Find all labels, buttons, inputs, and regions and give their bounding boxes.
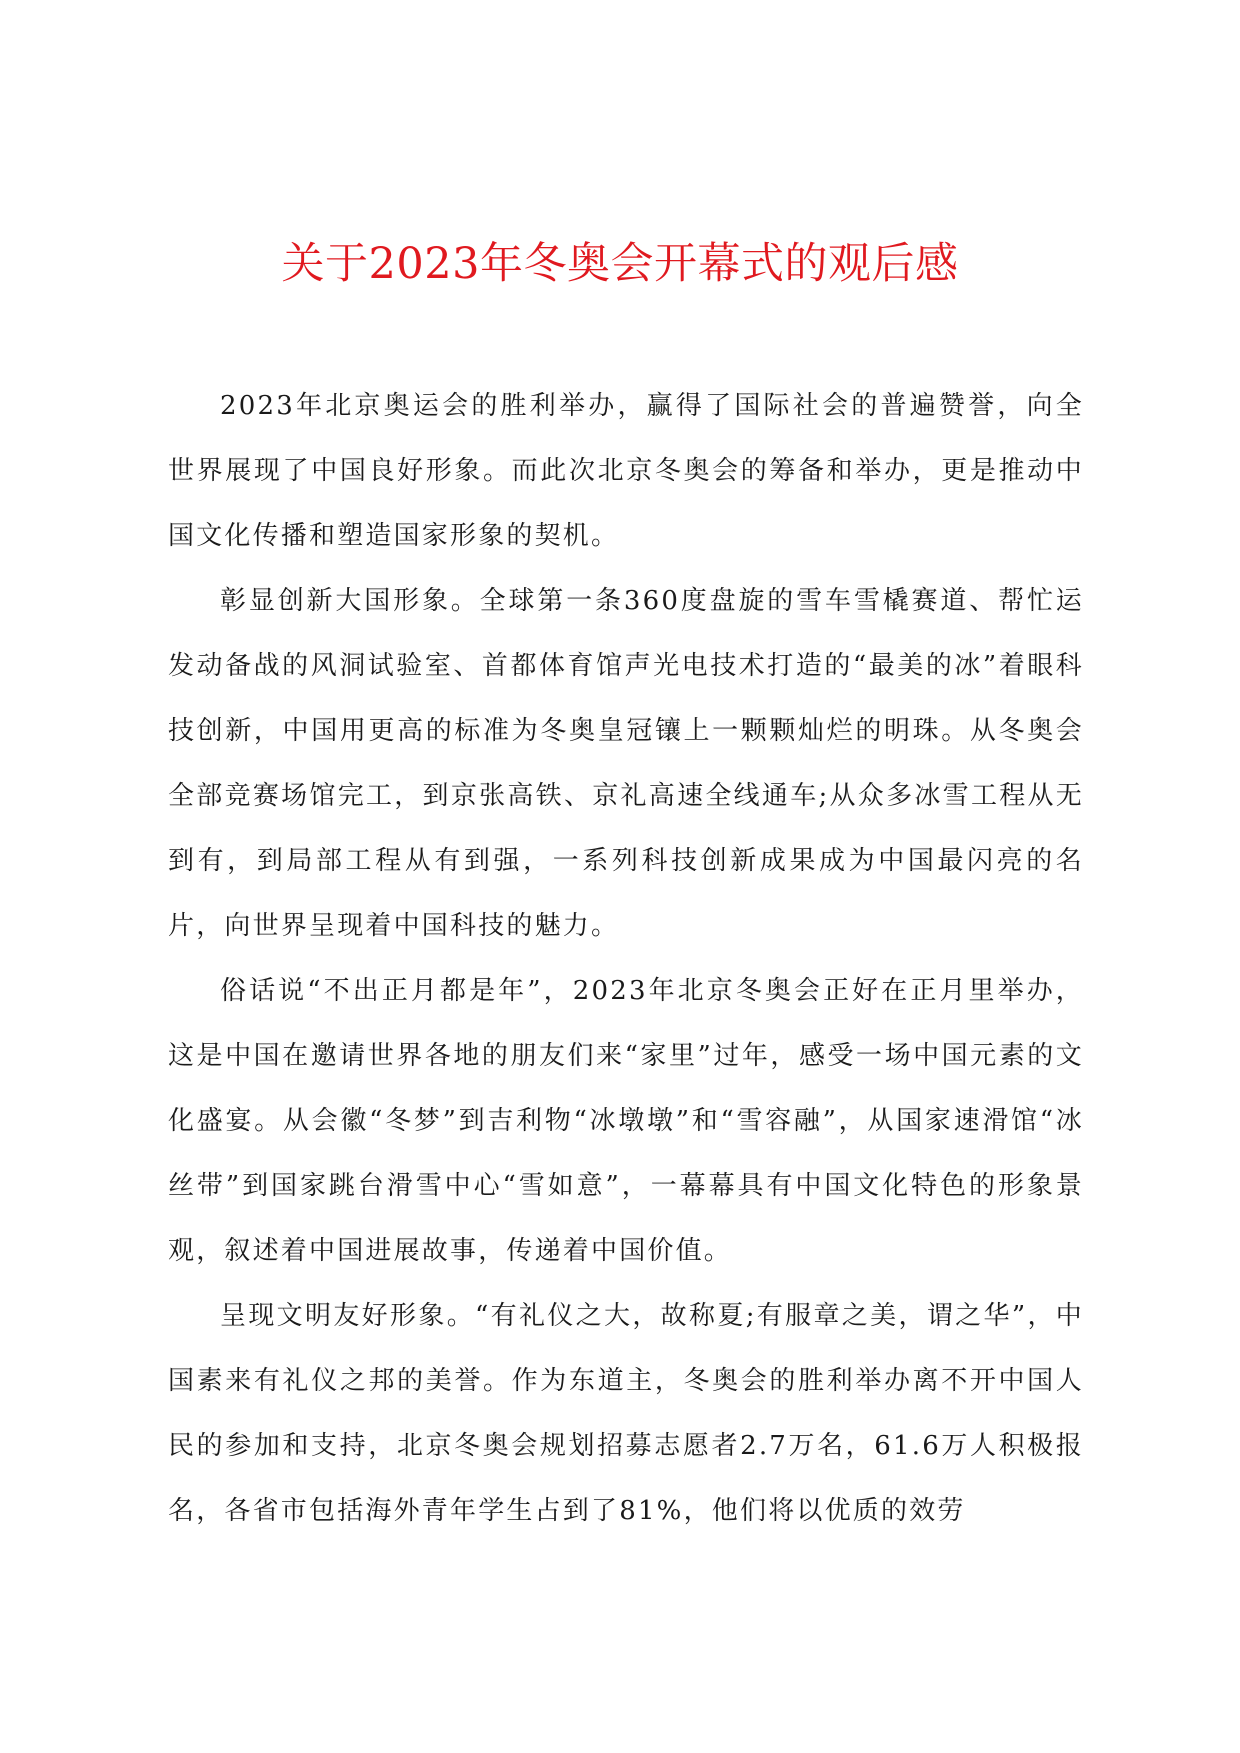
paragraph: 俗话说“不出正月都是年”，2023年北京冬奥会正好在正月里举办，这是中国在邀请世界各地的朋友们来“家里”过年，感受一场中国元素的文化盛宴。从会徽“冬梦”到吉利物“冰墩墩”和“雪容融”，从国家速滑馆“冰丝带”到国家跳台滑雪中心“雪如意”，一幕幕具有中国文化特色的形象景观，叙述着中国进展故事，传递着中国价值。 xyxy=(168,976,1084,1266)
paragraph: 呈现文明友好形象。“有礼仪之大，故称夏;有服章之美，谓之华”，中国素来有礼仪之邦的美誉。作为东道主，冬奥会的胜利举办离不开中国人民的参加和支持，北京冬奥会规划招募志愿者2.7万名，61.6万人积极报名，各省市包括海外青年学生占到了81%，他们将以优质的效劳 xyxy=(168,1301,1084,1526)
paragraph: 彰显创新大国形象。全球第一条360度盘旋的雪车雪橇赛道、帮忙运发动备战的风洞试验室、首都体育馆声光电技术打造的“最美的冰”着眼科技创新，中国用更高的标准为冬奥皇冠镶上一颗颗灿烂的明珠。从冬奥会全部竞赛场馆完工，到京张高铁、京礼高速全线通车;从众多冰雪工程从无到有，到局部工程从有到强，一系列科技创新成果成为中国最闪亮的名片，向世界呈现着中国科技的魅力。 xyxy=(168,586,1084,941)
document-body xyxy=(168,374,1084,1544)
paragraph: 2023年北京奥运会的胜利举办，赢得了国际社会的普遍赞誉，向全世界展现了中国良好形象。而此次北京冬奥会的筹备和举办，更是推动中国文化传播和塑造国家形象的契机。 xyxy=(168,391,1084,551)
document-title: 关于2023年冬奥会开幕式的观后感 xyxy=(281,239,959,289)
